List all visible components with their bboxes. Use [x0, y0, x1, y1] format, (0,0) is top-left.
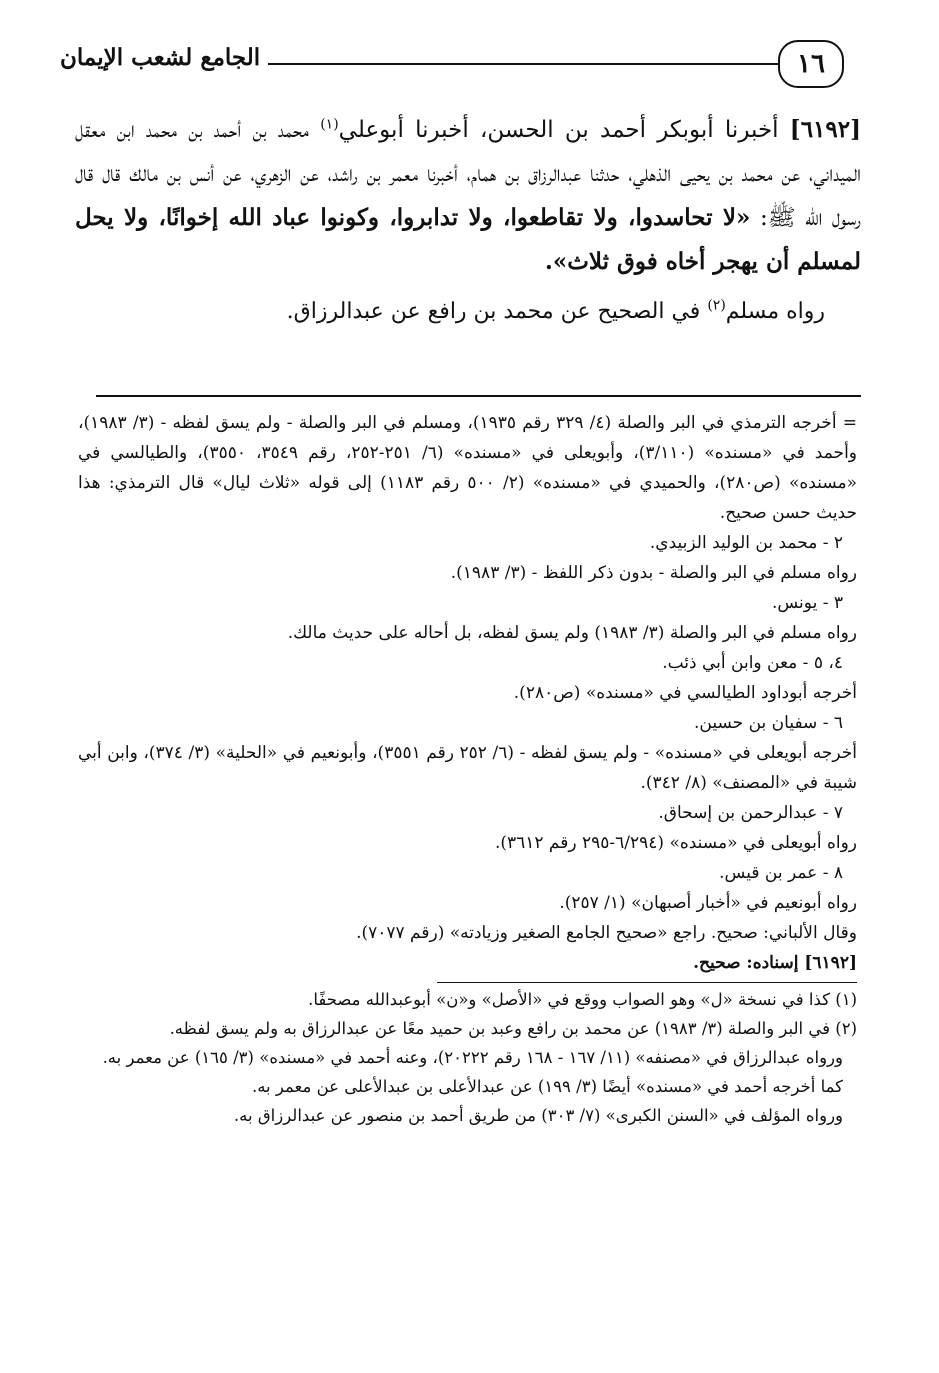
footnotes — [78, 408, 857, 1130]
hadith-number: [٦١٩٢] — [789, 116, 861, 143]
footnote-line: ٢ - محمد بن الوليد الزبيدي. — [649, 533, 843, 553]
footnote-line: رواه أبويعلى في «مسنده» (٦/٢٩٤-٢٩٥ رقم ٣٦١٢). — [494, 833, 857, 853]
footnote-line: ٨ - عمر بن قيس. — [719, 863, 843, 883]
footnote-line: وقال الألباني: صحيح. راجع «صحيح الجامع الصغير وزيادته» (رقم ٧٠٧٧). — [356, 923, 857, 943]
riwaya-line — [75, 290, 861, 334]
footnote-line: = أخرجه الترمذي في البر والصلة (٤/ ٣٢٩ رقم ١٩٣٥)، ومسلم في البر والصلة - ولم يسق لفظه - (٣/ ١٩٨٣)، وأحمد في «مسنده» (٣/١١٠)، وأبويعلى في «مسنده» (٦/ ٢٥١-٢٥٢، رقم ٣٥٤٩، ٣٥٥٠)، والطيالسي في «مسنده» (ص٢٨٠)، والحميدي في «مسنده» (٢/ ٥٠٠ رقم ١١٨٣) إلى قوله «ثلاث ليال» قال الترمذي: هذا حديث حسن صحيح. — [78, 413, 857, 523]
footnote-line: رواه أبونعيم في «أخبار أصبهان» (١/ ٢٥٧). — [559, 893, 857, 913]
hadith-text — [75, 108, 861, 334]
riwaya-end: في الصحيح عن محمد بن رافع عن عبدالرزاق. — [286, 299, 701, 324]
footnote-separator — [437, 982, 857, 983]
footnote-line: أخرجه أبوداود الطيالسي في «مسنده» (ص٢٨٠). — [513, 683, 857, 703]
isnad-continued: محمد بن أحمد بن محمد ابن معقل الميداني، عن محمد بن يحيى الذهلي، حدثنا عبدالرزاق بن همام، أخبرنا معمر بن راشد، عن الزهري، عن أنس بن مالك قال قال رسول الله ﷺ: — [75, 117, 862, 231]
footnote-line: ٧ - عبدالرحمن بن إسحاق. — [658, 803, 843, 823]
footnote-2-line: ورواه المؤلف في «السنن الكبرى» (٧/ ٣٠٣) من طريق أحمد بن منصور عن عبدالرزاق به. — [233, 1106, 843, 1125]
footnote-ref-1: (١) — [320, 116, 339, 133]
footnote-ref-2: (٢) — [707, 297, 726, 314]
page-number: ١٦ — [778, 40, 844, 88]
page-header — [60, 38, 844, 94]
hadith-matn: «لا تحاسدوا، ولا تقاطعوا، ولا تدابروا، وكونوا عباد الله إخوانًا، ولا يحل لمسلم أن يهجر أخاه فوق ثلاث». — [75, 204, 861, 275]
isnad-grading: [٦١٩٢] إسناده: صحيح. — [693, 953, 857, 973]
footnote-2-line: كما أخرجه أحمد في «مسنده» أيضًا (٣/ ١٩٩) عن عبدالأعلى بن عبدالأعلى عن معمر به. — [251, 1077, 843, 1096]
footnote-line: ٦ - سفيان بن حسين. — [694, 713, 843, 733]
riwaya-start: رواه مسلم — [725, 299, 825, 324]
footnote-2-line: ورواه عبدالرزاق في «مصنفه» (١١/ ١٦٧ - ١٦٨ رقم ٢٠٢٢٢)، وعنه أحمد في «مسنده» (٣/ ١٦٥) عن معمر به. — [102, 1048, 843, 1067]
header-rule — [268, 63, 778, 65]
footnote-2: (٢) في البر والصلة (٣/ ١٩٨٣) عن محمد بن رافع وعبد بن حميد معًا عن عبدالرزاق به ولم يسق لفظه. — [169, 1019, 857, 1038]
isnad: أخبرنا أبوبكر أحمد بن الحسن، أخبرنا أبوعلي — [338, 117, 779, 143]
footnote-line: ٤، ٥ - معن وابن أبي ذئب. — [662, 653, 843, 673]
footnote-divider — [96, 395, 861, 397]
footnote-1: (١) كذا في نسخة «ل» وهو الصواب ووقع في «الأصل» و«ن» أبوعبدالله مصحفًا. — [308, 990, 857, 1009]
book-title: الجامع لشعب الإيمان — [60, 44, 261, 71]
hadith-paragraph — [75, 108, 861, 284]
footnote-line: رواه مسلم في البر والصلة - بدون ذكر اللفظ - (٣/ ١٩٨٣). — [450, 563, 857, 583]
footnote-line: أخرجه أبويعلى في «مسنده» - ولم يسق لفظه - (٦/ ٢٥٢ رقم ٣٥٥١)، وأبونعيم في «الحلية» (٣/ ٣٧٤)، وابن أبي شيبة في «المصنف» (٨/ ٣٤٢). — [78, 743, 857, 793]
footnote-line: رواه مسلم في البر والصلة (٣/ ١٩٨٣) ولم يسق لفظه، بل أحاله على حديث مالك. — [287, 623, 857, 643]
footnote-line: ٣ - يونس. — [771, 593, 843, 613]
